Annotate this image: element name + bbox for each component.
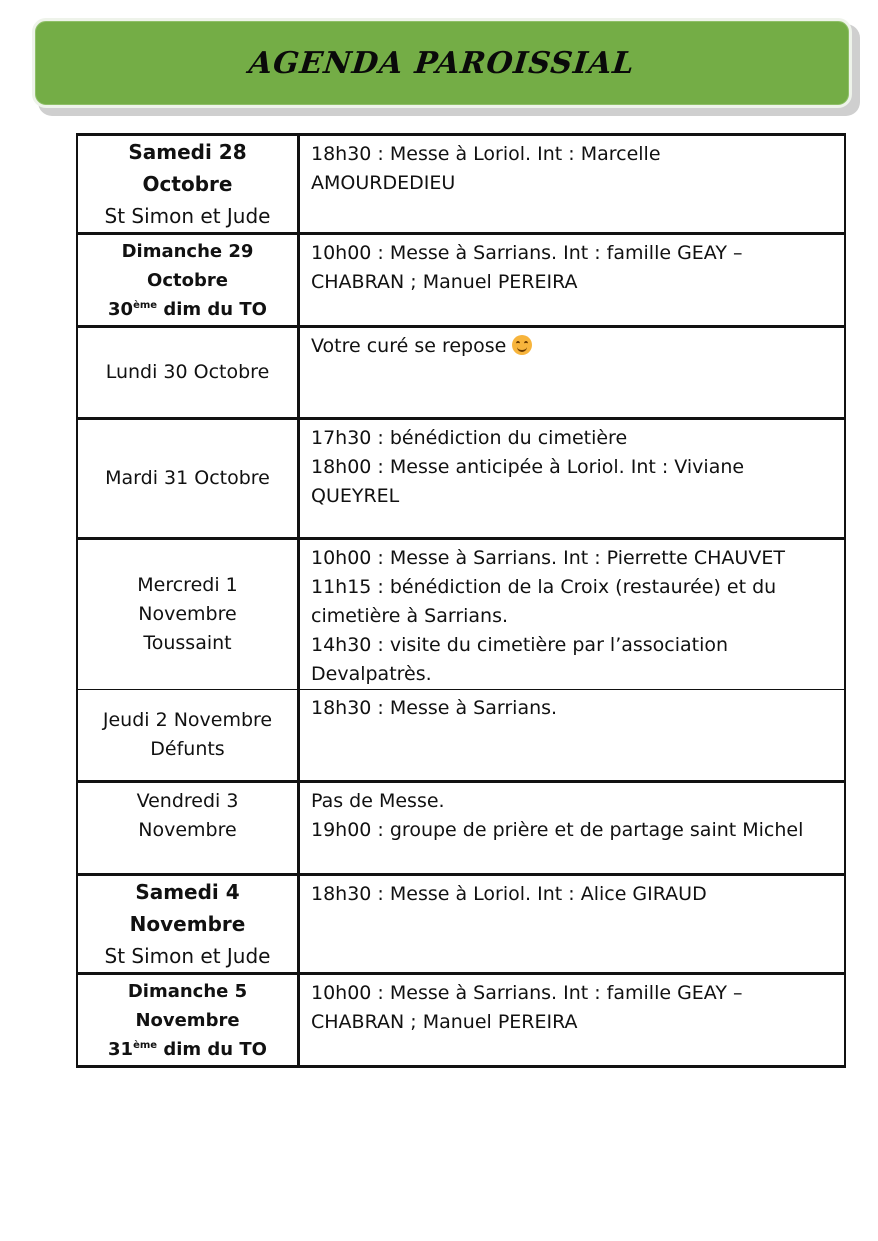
day-name: Jeudi 2 Novembre <box>102 709 273 731</box>
day-name: Samedi 4 <box>135 880 240 904</box>
table-row <box>77 234 845 327</box>
day-cell <box>77 419 299 539</box>
smiling-face-icon <box>512 335 532 355</box>
event-line: AMOURDEDIEU <box>311 172 456 194</box>
day-month: Octobre <box>142 172 233 196</box>
day-cell <box>77 974 299 1067</box>
day-name: Samedi 28 <box>128 140 247 164</box>
day-month: Octobre <box>147 269 228 291</box>
events-cell <box>299 234 846 327</box>
event-line: 18h30 : Messe à Sarrians. <box>311 697 558 719</box>
event-line: 18h00 : Messe anticipée à Loriol. Int : Viviane <box>311 456 745 478</box>
day-name: Dimanche 29 <box>121 240 254 262</box>
day-name: Lundi 30 Octobre <box>105 361 270 383</box>
event-line: 14h30 : visite du cimetière par l’association <box>311 634 729 656</box>
day-feast: St Simon et Jude <box>104 204 271 228</box>
title-banner <box>32 18 852 108</box>
day-cell <box>77 690 299 782</box>
day-cell <box>77 327 299 419</box>
event-line: Votre curé se repose <box>311 332 834 361</box>
event-line: 11h15 : bénédiction de la Croix (restaurée) et du <box>311 576 777 598</box>
day-month: Novembre <box>135 1009 240 1031</box>
day-cell <box>77 875 299 974</box>
event-line: 10h00 : Messe à Sarrians. Int : Pierrette CHAUVET <box>311 547 785 569</box>
page-title: AGENDA PAROISSIAL <box>247 45 637 81</box>
event-line: Devalpatrès. <box>311 663 432 685</box>
event-line: CHABRAN ; Manuel PEREIRA <box>311 1011 578 1033</box>
events-cell <box>299 135 846 234</box>
event-line: 19h00 : groupe de prière et de partage saint Michel <box>311 819 804 841</box>
day-name: Mercredi 1 <box>137 574 238 596</box>
event-line: 17h30 : bénédiction du cimetière <box>311 427 628 449</box>
day-ordinary-time: 30ème dim du TO <box>108 298 267 320</box>
day-cell <box>77 234 299 327</box>
events-cell <box>299 974 846 1067</box>
events-cell <box>299 327 846 419</box>
day-feast: Toussaint <box>143 632 232 654</box>
day-feast: St Simon et Jude <box>104 944 271 968</box>
day-ordinary-time: 31ème dim du TO <box>108 1038 267 1060</box>
event-line: 10h00 : Messe à Sarrians. Int : famille GEAY – <box>311 982 743 1004</box>
events-cell <box>299 782 846 875</box>
event-line: cimetière à Sarrians. <box>311 605 509 627</box>
day-feast: Défunts <box>150 738 225 760</box>
day-month: Novembre <box>129 912 246 936</box>
day-name: Vendredi 3 <box>136 790 239 812</box>
events-cell <box>299 539 846 690</box>
events-cell <box>299 690 846 782</box>
table-row <box>77 419 845 539</box>
event-line: Pas de Messe. <box>311 790 445 812</box>
events-cell <box>299 875 846 974</box>
table-row <box>77 782 845 875</box>
day-name: Mardi 31 Octobre <box>105 467 270 489</box>
agenda-table <box>76 133 846 1068</box>
table-row <box>77 974 845 1067</box>
event-line: 18h30 : Messe à Loriol. Int : Alice GIRAUD <box>311 883 707 905</box>
table-row <box>77 875 845 974</box>
table-row <box>77 327 845 419</box>
table-row <box>77 539 845 690</box>
day-cell <box>77 135 299 234</box>
day-name: Dimanche 5 <box>127 980 248 1002</box>
event-line: 18h30 : Messe à Loriol. Int : Marcelle <box>311 143 661 165</box>
day-cell <box>77 539 299 690</box>
day-month: Novembre <box>138 819 237 841</box>
event-line: 10h00 : Messe à Sarrians. Int : famille GEAY – <box>311 242 743 264</box>
event-line: CHABRAN ; Manuel PEREIRA <box>311 271 578 293</box>
events-cell <box>299 419 846 539</box>
table-row <box>77 690 845 782</box>
day-cell <box>77 782 299 875</box>
event-line: QUEYREL <box>311 485 400 507</box>
day-month: Novembre <box>138 603 237 625</box>
table-row <box>77 135 845 234</box>
